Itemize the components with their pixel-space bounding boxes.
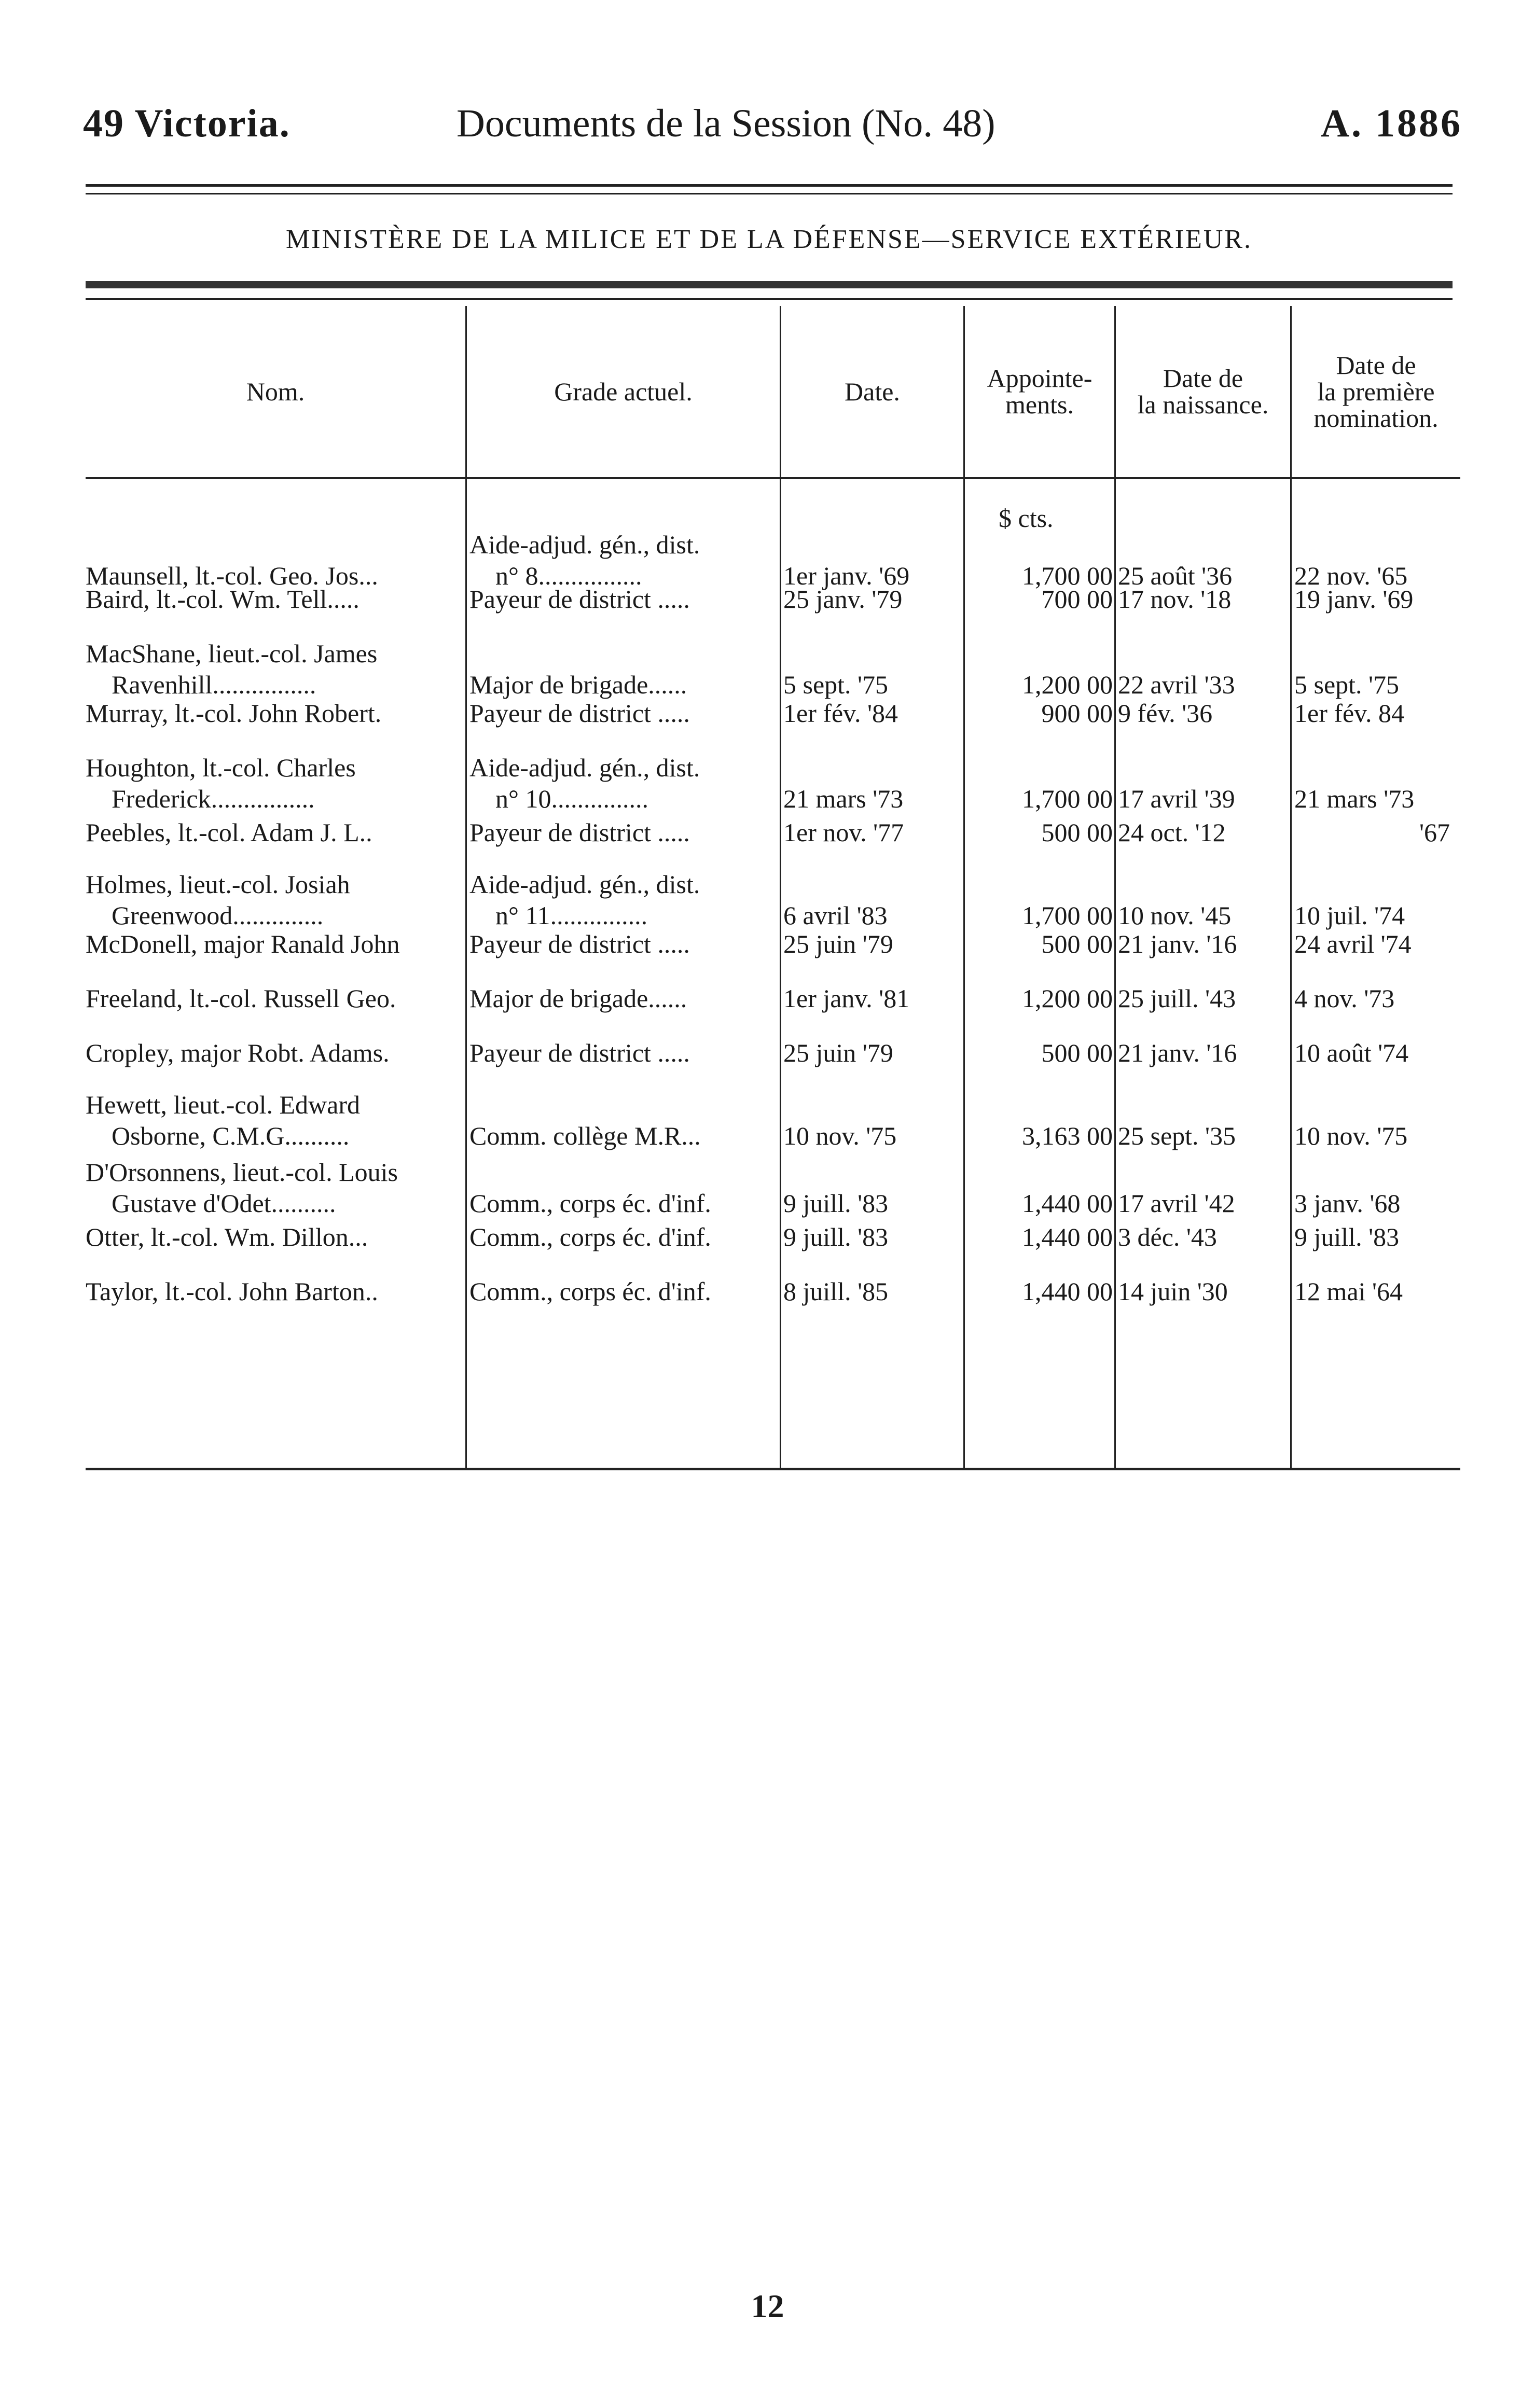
header-rule bbox=[86, 184, 1453, 187]
grade-line: n° 10............... bbox=[495, 784, 648, 813]
grade-line: Aide-adjud. gén., dist. bbox=[469, 530, 700, 559]
cell-birth: 25 juill. '43 bbox=[1118, 984, 1236, 1013]
cell-birth: 10 nov. '45 bbox=[1118, 901, 1232, 930]
cell-first-nomination: 1er fév. 84 bbox=[1294, 699, 1404, 728]
grade-line: Major de brigade...... bbox=[469, 984, 687, 1013]
cell-birth: 25 sept. '35 bbox=[1118, 1121, 1236, 1150]
name-line: Hewett, lieut.-col. Edward bbox=[86, 1090, 360, 1119]
cell-date: 1er janv. '69 bbox=[783, 561, 910, 590]
name-line: Frederick................ bbox=[112, 784, 315, 813]
cell-first-nomination: 21 mars '73 bbox=[1294, 784, 1415, 813]
cell-date: 9 juill. '83 bbox=[783, 1222, 889, 1251]
column-header-appointments: Appointe- ments. bbox=[987, 364, 1093, 419]
cell-name bbox=[86, 869, 459, 931]
column-divider bbox=[1114, 306, 1116, 1470]
cell-birth: 25 août '36 bbox=[1118, 561, 1233, 590]
cell-birth: 9 fév. '36 bbox=[1118, 699, 1213, 728]
cell-appointments: 3,163 00 bbox=[1022, 1121, 1113, 1150]
name-line: MacShane, lieut.-col. James bbox=[86, 639, 378, 668]
cell-date: 21 mars '73 bbox=[783, 784, 904, 813]
cell-first-nomination: 12 mai '64 bbox=[1294, 1277, 1403, 1306]
cell-appointments: 1,440 00 bbox=[1022, 1222, 1113, 1251]
cell-name bbox=[86, 1089, 459, 1151]
cell-first-nomination: 24 avril '74 bbox=[1294, 929, 1412, 958]
cell-appointments: 500 00 bbox=[1041, 929, 1113, 958]
cell-grade bbox=[469, 1188, 776, 1219]
cell-name bbox=[86, 1221, 459, 1252]
cell-birth: 24 oct. '12 bbox=[1118, 818, 1226, 847]
cell-date: 25 juin '79 bbox=[783, 929, 893, 958]
cell-date: 25 juin '79 bbox=[783, 1038, 893, 1067]
header-rule-thin bbox=[86, 193, 1453, 194]
name-line: Freeland, lt.-col. Russell Geo. bbox=[86, 984, 396, 1013]
cell-first-nomination: '67 bbox=[1419, 818, 1450, 847]
cell-birth: 3 déc. '43 bbox=[1118, 1222, 1217, 1251]
cell-birth: 22 avril '33 bbox=[1118, 670, 1235, 699]
name-line: Greenwood.............. bbox=[112, 901, 324, 930]
cell-grade bbox=[469, 752, 776, 814]
cell-grade bbox=[469, 583, 776, 615]
cell-appointments: 1,700 00 bbox=[1022, 784, 1113, 813]
cell-appointments: 1,440 00 bbox=[1022, 1277, 1113, 1306]
grade-line: n° 8................ bbox=[495, 561, 642, 590]
cell-appointments: 1,700 00 bbox=[1022, 901, 1113, 930]
grade-line: Aide-adjud. gén., dist. bbox=[469, 753, 700, 782]
cell-grade bbox=[469, 669, 776, 700]
cell-grade bbox=[469, 698, 776, 729]
cell-appointments: 1,440 00 bbox=[1022, 1189, 1113, 1218]
cell-first-nomination: 5 sept. '75 bbox=[1294, 670, 1400, 699]
name-line: Cropley, major Robt. Adams. bbox=[86, 1038, 390, 1067]
name-line: Peebles, lt.-col. Adam J. L.. bbox=[86, 818, 372, 847]
cell-date: 6 avril '83 bbox=[783, 901, 888, 930]
cell-birth: 17 nov. '18 bbox=[1118, 584, 1232, 614]
column-header-birth: Date de la naissance. bbox=[1137, 364, 1269, 419]
cell-appointments: 1,700 00 bbox=[1022, 561, 1113, 590]
cell-name bbox=[86, 928, 459, 959]
cell-birth: 14 juin '30 bbox=[1118, 1277, 1228, 1306]
header-left: 49 Victoria. bbox=[83, 102, 291, 145]
column-header-first-nomination: Date de la première nomination. bbox=[1313, 350, 1439, 433]
cell-appointments: 1,200 00 bbox=[1022, 670, 1113, 699]
cell-birth: 17 avril '39 bbox=[1118, 784, 1235, 813]
header-underline bbox=[86, 477, 1460, 479]
currency-unit: $ cts. bbox=[999, 504, 1054, 533]
cell-grade bbox=[469, 1037, 776, 1068]
grade-line: Comm. collège M.R... bbox=[469, 1121, 701, 1150]
cell-date: 1er fév. '84 bbox=[783, 699, 898, 728]
ministry-title: MINISTÈRE DE LA MILICE ET DE LA DÉFENSE—SERVICE EXTÉRIEUR. bbox=[285, 225, 1253, 254]
cell-appointments: 500 00 bbox=[1041, 1038, 1113, 1067]
cell-grade bbox=[469, 983, 776, 1014]
name-line: Murray, lt.-col. John Robert. bbox=[86, 699, 382, 728]
cell-first-nomination: 10 nov. '75 bbox=[1294, 1121, 1408, 1150]
grade-line: Payeur de district ..... bbox=[469, 818, 690, 847]
grade-line: n° 11............... bbox=[495, 901, 648, 930]
name-line: Ravenhill................ bbox=[112, 670, 316, 699]
cell-first-nomination: 9 juill. '83 bbox=[1294, 1222, 1400, 1251]
cell-grade bbox=[469, 1276, 776, 1307]
cell-birth: 21 janv. '16 bbox=[1118, 1038, 1237, 1067]
cell-name bbox=[86, 1276, 459, 1307]
grade-line: Comm., corps éc. d'inf. bbox=[469, 1189, 711, 1218]
cell-grade bbox=[469, 529, 776, 591]
name-line: Houghton, lt.-col. Charles bbox=[86, 753, 356, 782]
cell-appointments: 700 00 bbox=[1041, 584, 1113, 614]
cell-grade bbox=[469, 869, 776, 931]
name-line: Taylor, lt.-col. John Barton.. bbox=[86, 1277, 378, 1306]
page-number: 12 bbox=[751, 2288, 784, 2325]
cell-birth: 21 janv. '16 bbox=[1118, 929, 1237, 958]
cell-first-nomination: 10 juil. '74 bbox=[1294, 901, 1405, 930]
cell-first-nomination: 3 janv. '68 bbox=[1294, 1189, 1401, 1218]
column-header-grade: Grade actuel. bbox=[554, 377, 693, 406]
column-divider bbox=[465, 306, 467, 1470]
grade-line: Comm., corps éc. d'inf. bbox=[469, 1277, 711, 1306]
header-center: Documents de la Session (No. 48) bbox=[457, 102, 995, 145]
name-line: Maunsell, lt.-col. Geo. Jos... bbox=[86, 561, 378, 590]
cell-first-nomination: 22 nov. '65 bbox=[1294, 561, 1408, 590]
cell-name bbox=[86, 698, 459, 729]
grade-line: Payeur de district ..... bbox=[469, 699, 690, 728]
header-right: A. 1886 bbox=[1321, 102, 1462, 145]
column-divider bbox=[780, 306, 781, 1470]
cell-name bbox=[86, 638, 459, 700]
table-bottom-rule bbox=[86, 1468, 1460, 1470]
cell-date: 9 juill. '83 bbox=[783, 1189, 889, 1218]
cell-name bbox=[86, 1037, 459, 1068]
cell-date: 25 janv. '79 bbox=[783, 584, 903, 614]
name-line: Otter, lt.-col. Wm. Dillon... bbox=[86, 1222, 368, 1251]
cell-birth: 17 avril '42 bbox=[1118, 1189, 1235, 1218]
name-line: Baird, lt.-col. Wm. Tell..... bbox=[86, 584, 359, 614]
grade-line: Payeur de district ..... bbox=[469, 1038, 690, 1067]
name-line: Gustave d'Odet.......... bbox=[112, 1189, 336, 1218]
cell-first-nomination: 19 janv. '69 bbox=[1294, 584, 1414, 614]
cell-name bbox=[86, 583, 459, 615]
cell-grade bbox=[469, 1221, 776, 1252]
cell-grade bbox=[469, 928, 776, 959]
running-header bbox=[0, 101, 1535, 148]
cell-appointments: 500 00 bbox=[1041, 818, 1113, 847]
cell-name bbox=[86, 817, 459, 848]
cell-name bbox=[86, 983, 459, 1014]
title-rule-thin bbox=[86, 298, 1453, 300]
cell-date: 1er janv. '81 bbox=[783, 984, 910, 1013]
cell-appointments: 900 00 bbox=[1041, 699, 1113, 728]
cell-appointments: 1,200 00 bbox=[1022, 984, 1113, 1013]
cell-first-nomination: 10 août '74 bbox=[1294, 1038, 1409, 1067]
cell-date: 5 sept. '75 bbox=[783, 670, 889, 699]
grade-line: Payeur de district ..... bbox=[469, 584, 690, 614]
name-line: McDonell, major Ranald John bbox=[86, 929, 400, 958]
cell-date: 1er nov. '77 bbox=[783, 818, 904, 847]
column-header-date: Date. bbox=[845, 377, 900, 406]
cell-date: 10 nov. '75 bbox=[783, 1121, 897, 1150]
grade-line: Major de brigade...... bbox=[469, 670, 687, 699]
column-header-name: Nom. bbox=[246, 377, 305, 406]
cell-name bbox=[86, 752, 459, 814]
cell-grade bbox=[469, 1120, 776, 1151]
grade-line: Aide-adjud. gén., dist. bbox=[469, 870, 700, 899]
column-divider bbox=[1290, 306, 1292, 1470]
grade-line: Comm., corps éc. d'inf. bbox=[469, 1222, 711, 1251]
title-rule-thick bbox=[86, 281, 1453, 288]
cell-grade bbox=[469, 817, 776, 848]
grade-line: Payeur de district ..... bbox=[469, 929, 690, 958]
cell-name bbox=[86, 1157, 459, 1219]
name-line: Holmes, lieut.-col. Josiah bbox=[86, 870, 350, 899]
column-divider bbox=[963, 306, 965, 1470]
name-line: D'Orsonnens, lieut.-col. Louis bbox=[86, 1158, 398, 1187]
cell-date: 8 juill. '85 bbox=[783, 1277, 889, 1306]
cell-first-nomination: 4 nov. '73 bbox=[1294, 984, 1395, 1013]
name-line: Osborne, C.M.G.......... bbox=[112, 1121, 350, 1150]
